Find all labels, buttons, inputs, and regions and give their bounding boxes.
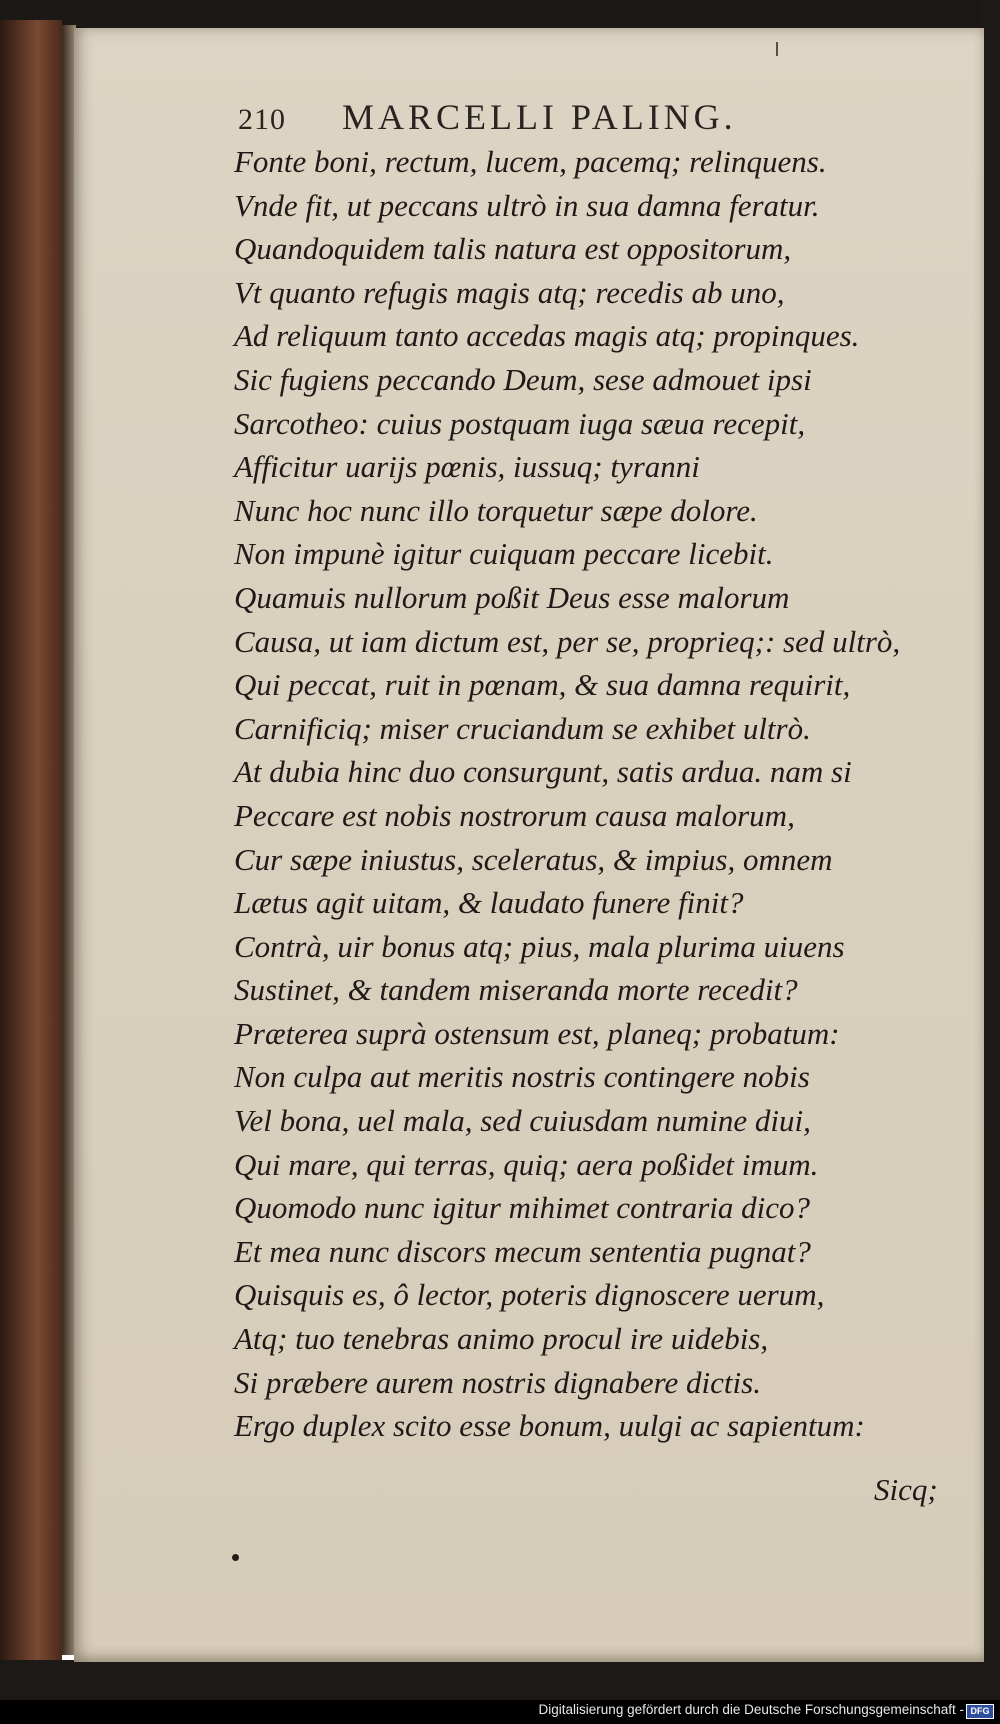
- verse-text-block: [234, 140, 934, 1448]
- catchword: Sicq;: [874, 1472, 938, 1507]
- verse-line: Vnde fit, ut peccans ultrò in sua damna feratur.: [234, 187, 820, 223]
- running-title: MARCELLI PALING.: [342, 97, 737, 137]
- verse-line: Fonte boni, rectum, lucem, pacemq; relinquens.: [234, 144, 827, 179]
- verse-line: Quandoquidem talis natura est oppositorum,: [234, 231, 792, 267]
- verse-line: Nunc hoc nunc illo torquetur sæpe dolore.: [234, 492, 758, 528]
- verse-line: Cur sæpe iniustus, sceleratus, & impius, omnem: [234, 841, 833, 877]
- verse-line: Vt quanto refugis magis atq; recedis ab uno,: [234, 274, 785, 310]
- verse-line: Præterea suprà ostensum est, planeq; probatum:: [234, 1015, 840, 1051]
- scan-bottom-edge: [0, 1660, 1000, 1700]
- verse-line: Lætus agit uitam, & laudato funere finit?: [234, 885, 744, 921]
- verse-line: Sic fugiens peccando Deum, sese admouet ipsi: [234, 361, 812, 397]
- footer-credit: Digitalisierung gefördert durch die Deutsche Forschungsgemeinschaft -: [538, 1702, 964, 1717]
- printer-mark-dot: [232, 1554, 239, 1561]
- verse-line: Qui peccat, ruit in pœnam, & sua damna requirit,: [234, 667, 851, 703]
- verse-line: Peccare est nobis nostrorum causa malorum,: [234, 797, 795, 833]
- verse-line: Vel bona, uel mala, sed cuiusdam numine diui,: [234, 1103, 811, 1139]
- dfg-logo-icon: DFG: [966, 1704, 994, 1719]
- verse-line: Ergo duplex scito esse bonum, uulgi ac sapientum:: [234, 1408, 865, 1444]
- verse-line: Quisquis es, ô lector, poteris dignoscere uerum,: [234, 1277, 825, 1313]
- verse-line: Ad reliquum tanto accedas magis atq; propinques.: [234, 318, 860, 354]
- verse-line: Sarcotheo: cuius postquam iuga sæua recepit,: [234, 405, 806, 441]
- book-spine-edge: [0, 20, 62, 1660]
- verse-line: Si præbere aurem nostris dignabere dictis.: [234, 1364, 761, 1400]
- verse-line: Et mea nunc discors mecum sententia pugnat?: [234, 1233, 811, 1269]
- verse-line: Qui mare, qui terras, quiq; aera poßidet imum.: [234, 1146, 819, 1182]
- running-head: [238, 96, 838, 140]
- verse-line: Contrà, uir bonus atq; pius, mala plurima uiuens: [234, 928, 845, 964]
- verse-line: Non culpa aut meritis nostris contingere nobis: [234, 1059, 810, 1095]
- verse-line: Afficitur uarijs pœnis, iussuq; tyranni: [234, 449, 700, 485]
- verse-line: Causa, ut iam dictum est, per se, proprieq;: sed ultrò,: [234, 623, 901, 659]
- margin-mark: [776, 42, 778, 56]
- scan-top-edge: [0, 0, 1000, 30]
- verse-line: Carnificiq; miser cruciandum se exhibet ultrò.: [234, 710, 811, 746]
- verse-line: Atq; tuo tenebras animo procul ire uidebis,: [234, 1321, 769, 1357]
- verse-line: At dubia hinc duo consurgunt, satis ardua. nam si: [234, 754, 852, 790]
- verse-line: Quomodo nunc igitur mihimet contraria dico?: [234, 1190, 811, 1226]
- page-number: 210: [238, 103, 286, 136]
- verse-line: Sustinet, & tandem miseranda morte recedit?: [234, 972, 798, 1008]
- verse-line: Non impunè igitur cuiquam peccare licebit.: [234, 536, 774, 572]
- verse-line: Quamuis nullorum poßit Deus esse malorum: [234, 579, 790, 615]
- scan-right-edge: [982, 0, 1000, 1700]
